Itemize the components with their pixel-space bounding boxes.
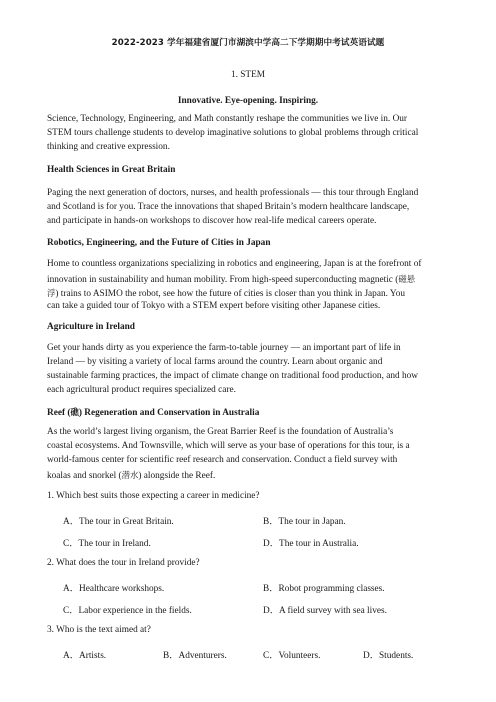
section-line: Paging the next generation of doctors, nurses, and health professionals — this tour through England <box>47 188 419 198</box>
chinese-gloss: 磁悬 <box>398 274 416 284</box>
section-line: Get your hands dirty as you experience the farm-to-table journey — an important part of life in <box>47 343 401 353</box>
question-stem: 3. Who is the text aimed at? <box>47 625 151 635</box>
intro-line: Science, Technology, Engineering, and Math constantly reshape the communities we live in. Our <box>47 114 408 124</box>
section-heading-britain: Health Sciences in Great Britain <box>47 165 176 175</box>
section-line: sustainable farming practices, the impact of climate change on traditional food production, and how <box>47 371 418 381</box>
section-heading-japan: Robotics, Engineering, and the Future of Cities in Japan <box>47 238 271 248</box>
answer-option[interactable]: C．Volunteers. <box>263 651 321 661</box>
section-heading-ireland: Agriculture in Ireland <box>47 322 135 332</box>
answer-option[interactable]: A．Artists. <box>63 651 107 661</box>
question-stem: 1. Which best suits those expecting a career in medicine? <box>47 491 260 501</box>
section-line: As the world’s largest living organism, the Great Barrier Reef is the foundation of Australia’s <box>47 427 394 437</box>
question-stem: 2. What does the tour in Ireland provide? <box>47 558 200 568</box>
section-line: koalas and snorkel (潜水) alongside the Reef. <box>47 470 216 481</box>
intro-line: STEM tours challenge students to develop imaginative solutions to global problems through critical <box>47 128 419 138</box>
section-line: innovation in sustainability and human mobility. From high-speed superconducting magnetic (磁悬 <box>47 274 416 285</box>
section-line: coastal ecosystems. And Townsville, which will serve as your base of operations for this tour, is a <box>47 441 410 451</box>
article-subtitle: Innovative. Eye-opening. Inspiring. <box>177 96 319 106</box>
intro-line: thinking and creative expression. <box>47 142 170 152</box>
section-line: 浮) trains to ASIMO the robot, see how the future of cities is closer than you think in Japan. You <box>47 288 405 299</box>
section-line: can take a guided tour of Tokyo with a STEM expert before visiting other Japanese cities. <box>47 301 381 311</box>
answer-option[interactable]: A．Healthcare workshops. <box>63 584 165 594</box>
page-title: 2022-2023 学年福建省厦门市湖滨中学高二下学期期中考试英语试题 <box>111 38 385 48</box>
answer-option[interactable]: B．Robot programming classes. <box>263 584 385 594</box>
answer-option[interactable]: C．Labor experience in the fields. <box>63 606 192 616</box>
section-line: each agricultural product requires specialized care. <box>47 385 236 395</box>
section-line: and participate in hands-on workshops to discover how real-life medical careers operate. <box>47 216 377 226</box>
answer-option[interactable]: D．Students. <box>363 651 414 661</box>
article-number-title: 1. STEM <box>230 70 266 80</box>
chinese-gloss: 礁 <box>70 407 79 417</box>
section-line: Home to countless organizations specializing in robotics and engineering, Japan is at the forefront of <box>47 259 422 269</box>
answer-option[interactable]: C．The tour in Ireland. <box>63 539 151 549</box>
section-heading-australia: Reef (礁) Regeneration and Conservation in Australia <box>47 407 260 418</box>
answer-option[interactable]: D．The tour in Australia. <box>263 539 359 549</box>
answer-option[interactable]: A．The tour in Great Britain. <box>63 517 174 527</box>
answer-option[interactable]: D．A field survey with sea lives. <box>263 606 387 616</box>
section-line: Ireland — by visiting a variety of local farms around the country. Learn about organic and <box>47 357 383 367</box>
answer-option[interactable]: B．Adventurers. <box>163 651 227 661</box>
section-line: world-famous center for scientific reef research and conservation. Conduct a field survey with <box>47 455 398 465</box>
chinese-gloss: 浮 <box>47 288 56 298</box>
section-line: and Scotland is for you. Trace the innovations that shaped Britain’s modern healthcare landscape, <box>47 202 410 212</box>
chinese-gloss: 潜水 <box>121 470 139 480</box>
answer-option[interactable]: B．The tour in Japan. <box>263 517 346 527</box>
